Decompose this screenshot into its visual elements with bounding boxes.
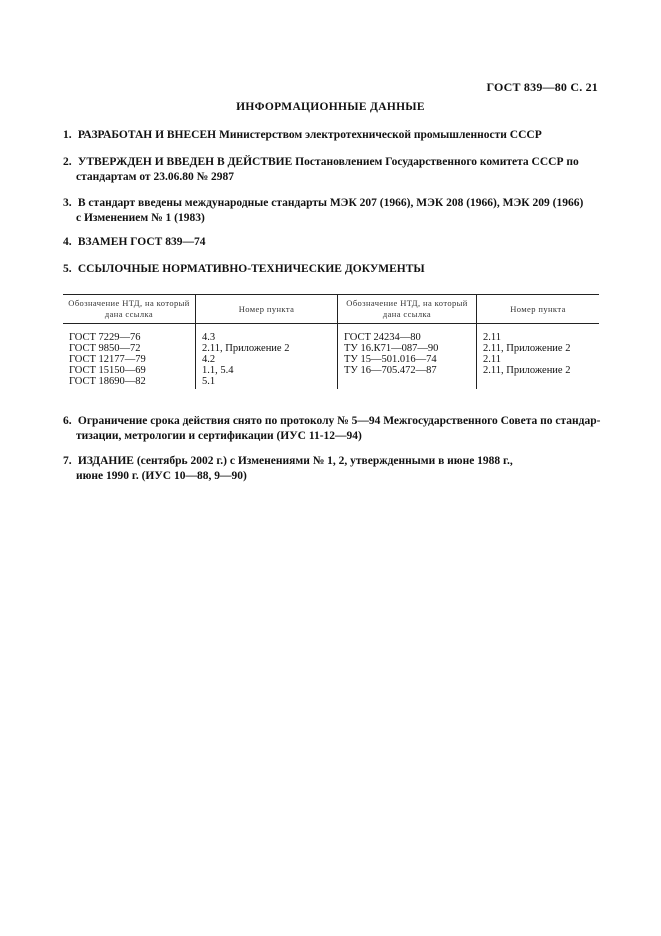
item-text-line-1: В стандарт введены международные стандарты МЭК 207 (1966), МЭК 208 (1966), МЭК 209 (1966)	[77, 197, 584, 209]
point-cell: 2.11, Приложение 2	[202, 343, 290, 354]
point-cell: 2.11	[483, 354, 501, 365]
table-header-row	[63, 295, 599, 324]
info-item-6	[63, 414, 603, 444]
item-text-line-1: Ограничение срока действия снято по протоколу № 5—94 Межгосударственного Совета по стандар-	[77, 415, 601, 427]
info-item-3	[63, 196, 603, 226]
item-text-line-2: стандартам от 23.06.80 № 2987	[76, 171, 235, 183]
table-row	[63, 324, 599, 390]
column-header: Номер пункта	[477, 295, 600, 324]
point-cell: 2.11	[483, 332, 501, 343]
point-cell: 2.11, Приложение 2	[483, 365, 571, 376]
info-item-2	[63, 155, 603, 185]
page-header: ГОСТ 839—80 С. 21	[486, 80, 598, 94]
doc-cell: ТУ 16—705.472—87	[344, 365, 437, 376]
item-text: ССЫЛОЧНЫЕ НОРМАТИВНО-ТЕХНИЧЕСКИЕ ДОКУМЕНТЫ	[77, 263, 425, 275]
item-number: 6.	[63, 415, 72, 427]
item-text-line-1: УТВЕРЖДЕН И ВВЕДЕН В ДЕЙСТВИЕ Постановлением Государственного комитета СССР по	[77, 156, 579, 168]
column-header: Обозначение НТД, на который дана ссылка	[338, 295, 477, 324]
item-text-line-2: тизации, метрологии и сертификации (ИУС 11-12—94)	[76, 430, 362, 442]
item-number: 7.	[63, 455, 72, 467]
doc-cell: ТУ 16.К71—087—90	[344, 343, 439, 354]
info-item-1	[63, 128, 603, 143]
doc-cell: ГОСТ 9850—72	[69, 343, 141, 354]
item-text: ВЗАМЕН ГОСТ 839—74	[77, 236, 206, 248]
item-text-line-2: июне 1990 г. (ИУС 10—88, 9—90)	[76, 470, 247, 482]
item-text-line-1: ИЗДАНИЕ (сентябрь 2002 г.) с Изменениями № 1, 2, утвержденными в июне 1988 г.,	[77, 455, 513, 467]
info-item-4	[63, 235, 603, 250]
left-doc-column	[63, 324, 196, 390]
doc-cell: ГОСТ 15150—69	[69, 365, 146, 376]
column-header: Номер пункта	[196, 295, 338, 324]
item-number: 1.	[63, 129, 72, 141]
right-doc-column	[338, 324, 477, 390]
column-header: Обозначение НТД, на который дана ссылка	[63, 295, 196, 324]
doc-cell: ГОСТ 18690—82	[69, 376, 146, 387]
point-cell: 5.1	[202, 376, 216, 387]
section-title: ИНФОРМАЦИОННЫЕ ДАННЫЕ	[236, 101, 425, 113]
info-item-7	[63, 454, 603, 484]
right-point-column	[477, 324, 600, 390]
point-cell: 4.2	[202, 354, 216, 365]
item-number: 3.	[63, 197, 72, 209]
item-number: 4.	[63, 236, 72, 248]
doc-cell: ГОСТ 12177—79	[69, 354, 146, 365]
doc-cell: ГОСТ 7229—76	[69, 332, 141, 343]
info-item-5	[63, 262, 603, 277]
doc-cell: ГОСТ 24234—80	[344, 332, 421, 343]
point-cell: 4.3	[202, 332, 216, 343]
reference-documents-table	[63, 294, 599, 389]
item-text: РАЗРАБОТАН И ВНЕСЕН Министерством электротехнической промышленности СССР	[77, 129, 542, 141]
item-number: 5.	[63, 263, 72, 275]
item-number: 2.	[63, 156, 72, 168]
item-text-line-2: с Изменением № 1 (1983)	[76, 212, 205, 224]
left-point-column	[196, 324, 338, 390]
point-cell: 2.11, Приложение 2	[483, 343, 571, 354]
doc-cell: ТУ 15—501.016—74	[344, 354, 437, 365]
point-cell: 1.1, 5.4	[202, 365, 234, 376]
